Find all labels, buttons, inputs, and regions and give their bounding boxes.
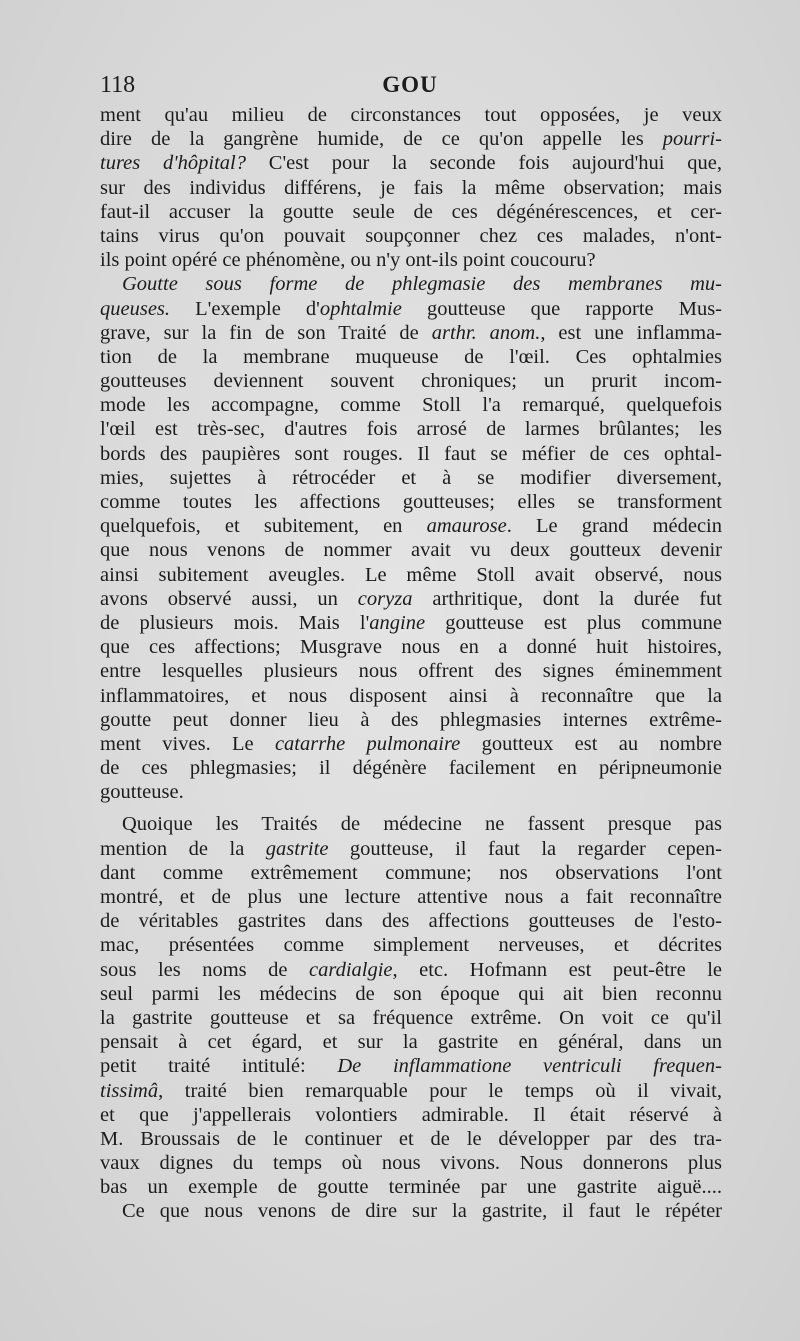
text-segment: que nous venons de nommer avait vu deux goutteux devenir [100, 539, 722, 562]
text-segment: de ces phlegmasies; il dégénère facilement en péripneumonie [100, 757, 722, 780]
italic-term: tures d'hôpital? [100, 152, 246, 175]
text-segment: mies, sujettes à rétrocéder et à se modifier diversement, [100, 466, 722, 489]
text-line [100, 756, 722, 780]
paragraph-gap [100, 804, 722, 812]
text-segment: dire de la gangrène humide, de ce qu'on appelle les [100, 128, 663, 151]
italic-term: queuses. [100, 297, 171, 320]
text-segment: . Le grand médecin [506, 515, 723, 538]
text-segment: ment qu'au milieu de circonstances tout opposées, je veux [100, 104, 722, 126]
text-segment: grave, sur la fin de son Traité de [100, 321, 432, 344]
text-line [100, 103, 722, 127]
text-segment: M. Broussais de le continuer et de le développer par des tra- [100, 1127, 722, 1150]
text-segment: Ce que nous venons de dire sur la gastrite, il faut le répéter [122, 1200, 722, 1223]
text-segment: tion de la membrane muqueuse de l'œil. Ces ophtalmies [100, 345, 722, 368]
text-segment: Quoique les Traités de médecine ne fassent presque pas [122, 813, 722, 836]
text-segment: montré, et de plus une lecture attentive nous a fait reconnaître [100, 886, 722, 908]
text-segment: de véritables gastrites dans des affections goutteuses de l'esto- [100, 910, 722, 933]
text-line [100, 780, 722, 804]
text-line [100, 442, 722, 466]
text-segment: et que j'appellerais volontiers admirable. Il était réservé à [100, 1103, 722, 1126]
text-line [100, 1103, 722, 1127]
text-line [100, 297, 722, 321]
text-segment: la gastrite goutteuse et sa fréquence extrême. On voit ce qu'il [100, 1006, 722, 1029]
italic-term: arthr. anom. [431, 321, 541, 344]
text-line [100, 909, 722, 933]
text-segment: goutteuse, il faut la regarder cepen- [328, 837, 722, 860]
text-line [100, 684, 722, 708]
text-line [100, 563, 722, 587]
text-segment: L'exemple d' [170, 297, 320, 320]
text-segment: que ces affections; Musgrave nous en a donné huit histoires, [100, 636, 722, 659]
text-line [100, 1054, 722, 1078]
text-line [100, 587, 722, 611]
italic-term: ophtalmie [319, 297, 402, 320]
text-segment: goutte peut donner lieu à des phlegmasies internes extrême- [100, 708, 722, 731]
text-line [100, 933, 722, 957]
text-line [100, 1127, 722, 1151]
text-line [100, 466, 722, 490]
text-line [100, 861, 722, 885]
text-line [100, 127, 722, 151]
text-line [100, 732, 722, 756]
text-segment: petit traité intitulé: [100, 1055, 338, 1078]
text-segment: goutteuses deviennent souvent chroniques; un prurit incom- [100, 370, 722, 393]
text-line [100, 321, 722, 345]
text-segment: mac, présentées comme simplement nerveuses, et décrites [100, 934, 722, 957]
text-segment: , etc. Hofmann est peut-être le [392, 958, 722, 981]
text-segment: l'œil est très-sec, d'autres fois arrosé de larmes brûlantes; les [100, 418, 722, 441]
body-text [100, 103, 722, 1224]
text-segment: pensait à cet égard, et sur la gastrite en général, dans un [100, 1031, 722, 1054]
text-line [100, 958, 722, 982]
italic-term: Goutte sous forme de phlegmasie des membranes mu- [122, 273, 722, 296]
text-segment: , est une inflamma- [540, 321, 723, 344]
text-line [100, 490, 722, 514]
text-segment: comme toutes les affections goutteuses; elles se transforment [100, 491, 722, 513]
text-segment: mention de la [100, 837, 266, 860]
italic-term: tissimâ [100, 1079, 159, 1102]
text-segment: goutteuse est plus commune [425, 611, 722, 634]
text-line [100, 176, 722, 200]
text-line [100, 635, 722, 659]
text-line [100, 369, 722, 393]
text-line [100, 514, 722, 538]
text-line [100, 417, 722, 441]
text-line [100, 224, 722, 248]
text-line [100, 151, 722, 175]
italic-term: cardialgie [309, 958, 393, 981]
page-header [100, 72, 720, 102]
text-segment: goutteuse que rapporte Mus- [401, 297, 722, 320]
text-segment: quelquefois, et subitement, en [100, 515, 427, 538]
text-line [100, 345, 722, 369]
text-line [100, 885, 722, 909]
text-line [100, 708, 722, 732]
text-segment: bords des paupières sont rouges. Il faut se méfier de ces ophtal- [100, 442, 722, 465]
text-segment: sous les noms de [100, 958, 309, 981]
text-line [100, 812, 722, 836]
text-line [100, 659, 722, 683]
text-segment: sur des individus différens, je fais la même observation; mais [100, 176, 722, 199]
text-segment: de plusieurs mois. Mais l' [100, 611, 370, 634]
text-line [100, 611, 722, 635]
text-segment: goutteuse. [100, 781, 184, 804]
italic-term: amaurose [426, 515, 507, 538]
italic-term: pourri- [662, 128, 722, 151]
text-line [100, 1030, 722, 1054]
text-segment: tains virus qu'on pouvait soupçonner chez ces malades, n'ont- [100, 224, 722, 247]
running-head: GOU [382, 72, 438, 97]
text-line [100, 1006, 722, 1030]
text-line [100, 248, 722, 272]
text-segment: ment vives. Le [100, 732, 275, 755]
text-segment: bas un exemple de goutte terminée par une gastrite aiguë.... [100, 1176, 722, 1199]
text-line [100, 1151, 722, 1175]
text-segment: avons observé aussi, un [100, 587, 358, 610]
text-segment: ainsi subitement aveugles. Le même Stoll avait observé, nous [100, 563, 722, 586]
text-segment: ils point opéré ce phénomène, ou n'y ont-ils point coucouru? [100, 249, 596, 272]
text-segment: , traité bien remarquable pour le temps où il vivait, [158, 1079, 722, 1102]
text-segment: inflammatoires, et nous disposent ainsi à reconnaître que la [100, 684, 722, 707]
text-segment: seul parmi les médecins de son époque qui ait bien reconnu [100, 982, 722, 1005]
text-segment: arthritique, dont la durée fut [412, 587, 722, 610]
text-line [100, 837, 722, 861]
italic-term: angine [369, 611, 426, 634]
text-line [100, 272, 722, 296]
text-segment: entre lesquelles plusieurs nous offrent des signes éminemment [100, 660, 722, 683]
italic-term: catarrhe pulmonaire [274, 732, 461, 755]
italic-term: De inflammatione ventriculi frequen- [337, 1055, 722, 1078]
text-line [100, 982, 722, 1006]
text-segment: faut-il accuser la goutte seule de ces dégénérescences, et cer- [100, 200, 722, 223]
text-line [100, 1175, 722, 1199]
italic-term: coryza [357, 587, 413, 610]
text-line [100, 200, 722, 224]
text-segment: vaux dignes du temps où nous vivons. Nous donnerons plus [100, 1152, 722, 1175]
text-line [100, 1199, 722, 1223]
text-segment: goutteux est au nombre [460, 732, 722, 755]
text-line [100, 393, 722, 417]
text-line [100, 538, 722, 562]
italic-term: gastrite [265, 837, 329, 860]
text-segment: dant comme extrêmement commune; nos observations l'ont [100, 861, 722, 884]
text-segment: C'est pour la seconde fois aujourd'hui que, [246, 152, 722, 175]
page-number: 118 [100, 72, 136, 98]
text-line [100, 1079, 722, 1103]
text-segment: mode les accompagne, comme Stoll l'a remarqué, quelquefois [100, 394, 722, 417]
